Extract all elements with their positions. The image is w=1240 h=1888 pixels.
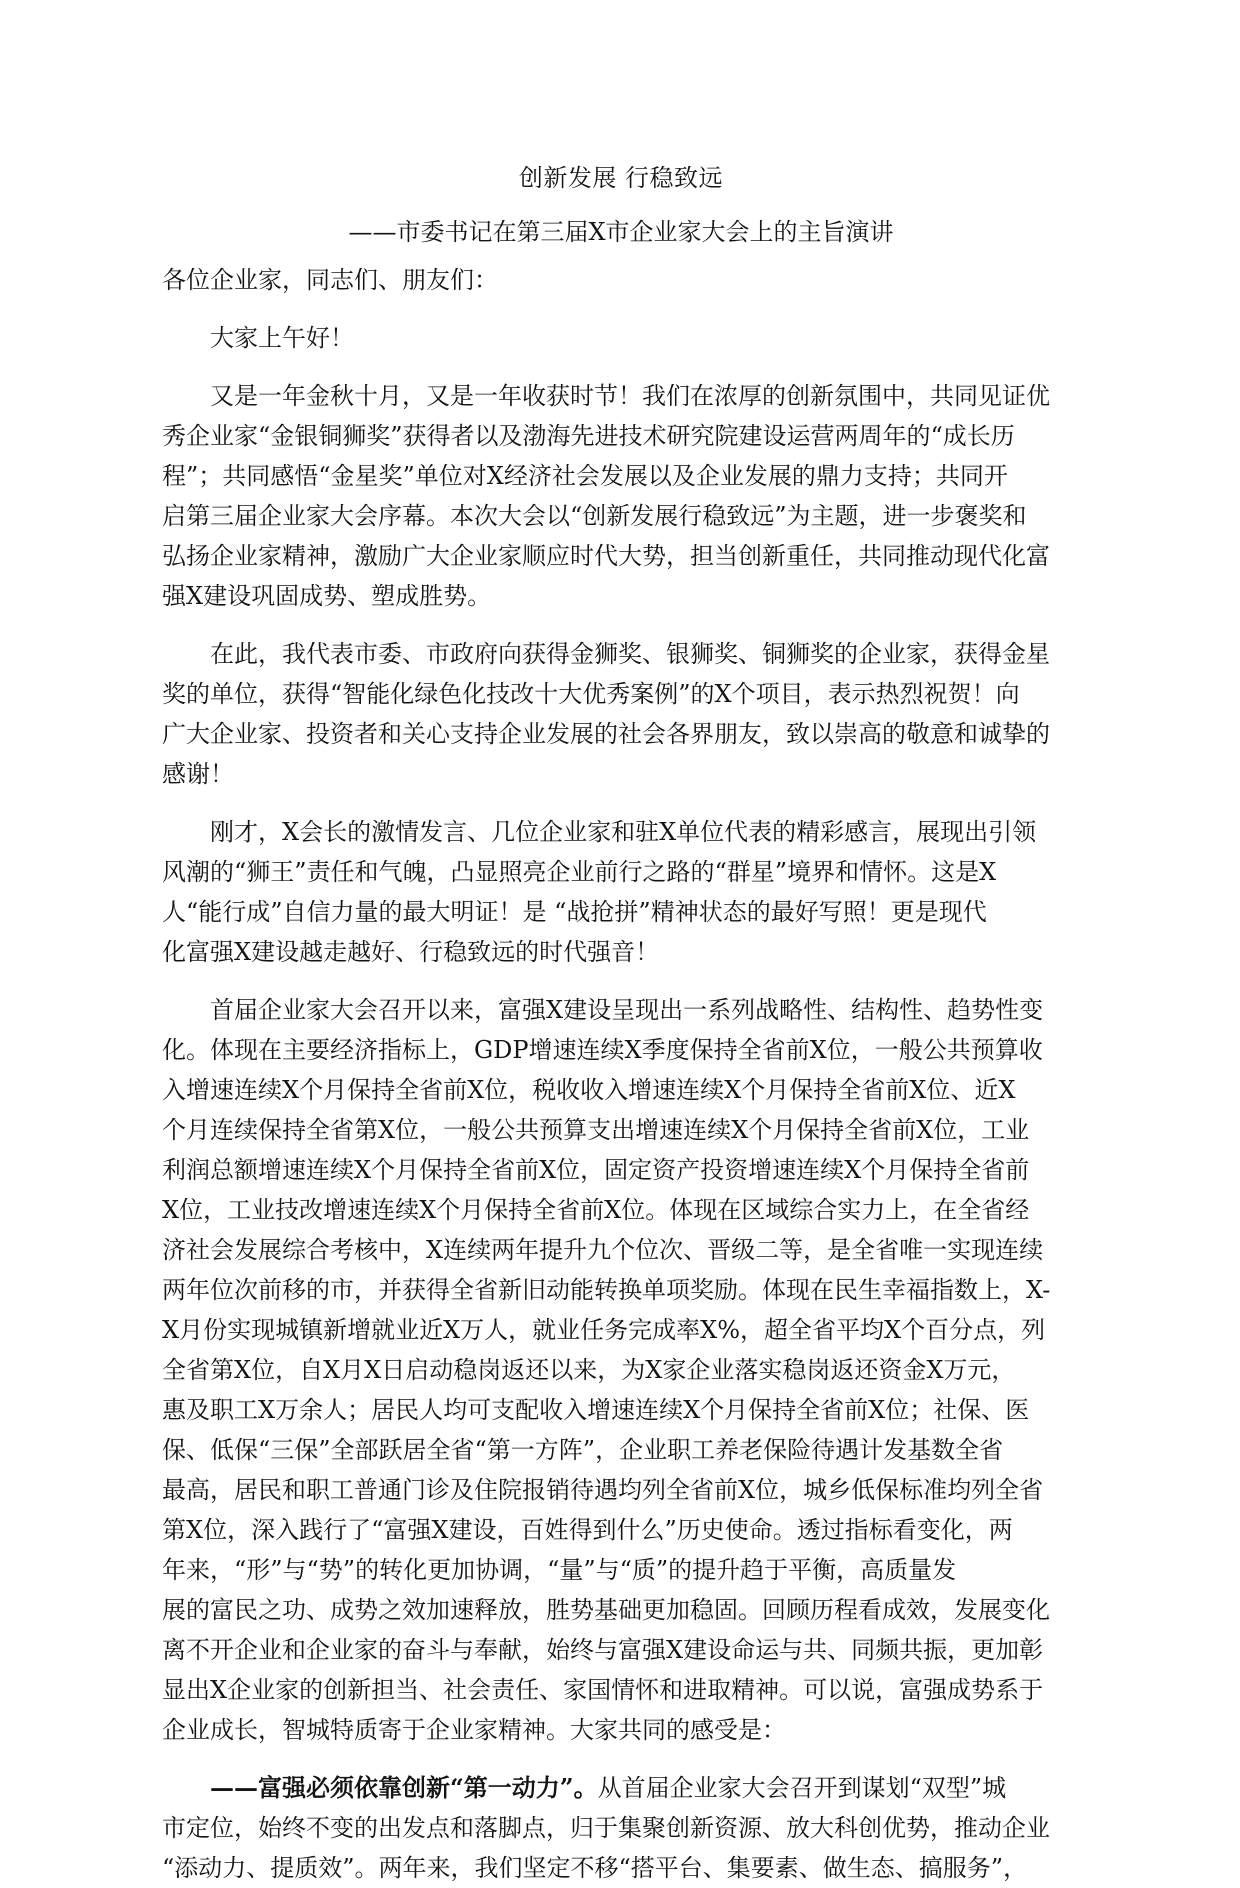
paragraph-line: 化富强X建设越走越好、行稳致远的时代强音！ [162, 938, 660, 966]
paragraph-line: 展的富民之功、成势之效加速释放，胜势基础更加稳固。回顾历程看成效，发展变化 [162, 1596, 1050, 1624]
paragraph-line: 年来，“形”与“势”的转化更加协调，“量”与“质”的提升趋于平衡，高质量发 [162, 1556, 957, 1584]
paragraph-line: 显出X企业家的创新担当、社会责任、家国情怀和进取精神。可以说，富强成势系于 [162, 1676, 1044, 1704]
paragraph-line: 首届企业家大会召开以来，富强X建设呈现出一系列战略性、结构性、趋势性变 [210, 996, 1044, 1024]
paragraph-line: 离不开企业和企业家的奋斗与奉献，始终与富强X建设命运与共、同频共振，更加彰 [162, 1636, 1044, 1664]
paragraph-line: 秀企业家“金银铜狮奖”获得者以及渤海先进技术研究院建设运营两周年的“成长历 [162, 422, 1015, 450]
paragraph-line: 第X位，深入践行了“富强X建设，百姓得到什么”历史使命。透过指标看变化，两 [162, 1516, 1013, 1544]
body-paragraph [162, 812, 1240, 972]
paragraph-line: 利润总额增速连续X个月保持全省前X位，固定资产投资增速连续X个月保持全省前 [162, 1156, 1030, 1184]
body-paragraph [162, 990, 1240, 1750]
paragraph-line: 个月连续保持全省第X位，一般公共预算支出增速连续X个月保持全省前X位，工业 [162, 1116, 1030, 1144]
paragraph-line: 在此，我代表市委、市政府向获得金狮奖、银狮奖、铜狮奖的企业家，获得金星 [210, 640, 1050, 668]
paragraph-line: 又是一年金秋十月，又是一年收获时节！我们在浓厚的创新氛围中，共同见证优 [210, 382, 1050, 410]
paragraph-line: 惠及职工X万余人；居民人均可支配收入增速连续X个月保持全省前X位；社保、医 [162, 1396, 1030, 1424]
paragraph-line: 感谢！ [162, 760, 234, 788]
paragraph-line: X月份实现城镇新增就业近X万人，就业任务完成率X%，超全省平均X个百分点，列 [162, 1316, 1046, 1344]
paragraph-first-driving-force [162, 1768, 1240, 1888]
emphasized-heading: ——富强必须依靠创新“第一动力”。 [210, 1773, 598, 1802]
paragraph-line: 济社会发展综合考核中，X连续两年提升九个位次、晋级二等，是全省唯一实现连续 [162, 1236, 1044, 1264]
paragraph-line: 启第三届企业家大会序幕。本次大会以“创新发展行稳致远”为主题，进一步褒奖和 [162, 502, 1027, 530]
body-paragraph [162, 634, 1240, 794]
paragraph-line: 风潮的“狮王”责任和气魄，凸显照亮企业前行之路的“群星”境界和情怀。这是X [162, 858, 997, 886]
document-page [162, 158, 1240, 1882]
speech-body [162, 376, 1240, 1750]
paragraph-line: X位，工业技改增速连续X个月保持全省前X位。体现在区域综合实力上，在全省经 [162, 1196, 1030, 1224]
paragraph-line: 奖的单位，获得“智能化绿色化技改十大优秀案例”的X个项目，表示热烈祝贺！向 [162, 680, 1020, 708]
paragraph-line: 保、低保“三保”全部跃居全省“第一方阵”，企业职工养老保险待遇计发基数全省 [162, 1436, 1004, 1464]
paragraph-line: “添动力、提质效”。两年来，我们坚定不移“搭平台、集要素、做生态、搞服务”， [162, 1854, 1028, 1882]
paragraph-line: 化。体现在主要经济指标上，GDP增速连续X季度保持全省前X位，一般公共预算收 [162, 1036, 1043, 1064]
paragraph-line: 企业成长，智城特质寄于企业家精神。大家共同的感受是： [162, 1716, 786, 1744]
paragraph-line: 刚才，X会长的激情发言、几位企业家和驻X单位代表的精彩感言，展现出引领 [210, 818, 1037, 846]
paragraph-line-rest: 从首届企业家大会召开到谋划“双型”城 [597, 1774, 1007, 1802]
paragraph-line: 两年位次前移的市，并获得全省新旧动能转换单项奖励。体现在民生幸福指数上，X- [162, 1276, 1051, 1304]
paragraph-line: 强X建设巩固成势、塑成胜势。 [162, 582, 492, 610]
document-title: 创新发展 行稳致远 [518, 164, 724, 192]
salutation: 各位企业家，同志们、朋友们： [162, 266, 498, 294]
paragraph-line: 程”；共同感悟“金星奖”单位对X经济社会发展以及企业发展的鼎力支持；共同开 [162, 462, 1008, 490]
paragraph-line: 全省第X位，自X月X日启动稳岗返还以来，为X家企业落实稳岗返还资金X万元， [162, 1356, 1016, 1384]
body-paragraph [162, 376, 1240, 616]
paragraph-line: 市定位，始终不变的出发点和落脚点，归于集聚创新资源、放大科创优势，推动企业 [162, 1814, 1050, 1842]
paragraph-line: 入增速连续X个月保持全省前X位，税收收入增速连续X个月保持全省前X位、近X [162, 1076, 1016, 1104]
paragraph-line: 大家上午好！ [210, 324, 354, 352]
paragraph-line: 广大企业家、投资者和关心支持企业发展的社会各界朋友，致以崇高的敬意和诚挚的 [162, 720, 1050, 748]
document-subtitle: ——市委书记在第三届X市企业家大会上的主旨演讲 [348, 218, 894, 246]
paragraph-line: 弘扬企业家精神，激励广大企业家顺应时代大势，担当创新重任，共同推动现代化富 [162, 542, 1050, 570]
paragraph-line: 人“能行成”自信力量的最大明证！是 “战抢拼”精神状态的最好写照！更是现代 [162, 898, 987, 926]
paragraph-line: 最高，居民和职工普通门诊及住院报销待遇均列全省前X位，城乡低保标准均列全省 [162, 1476, 1044, 1504]
greeting-paragraph [162, 318, 1240, 358]
paragraph-line [162, 1768, 1240, 1808]
